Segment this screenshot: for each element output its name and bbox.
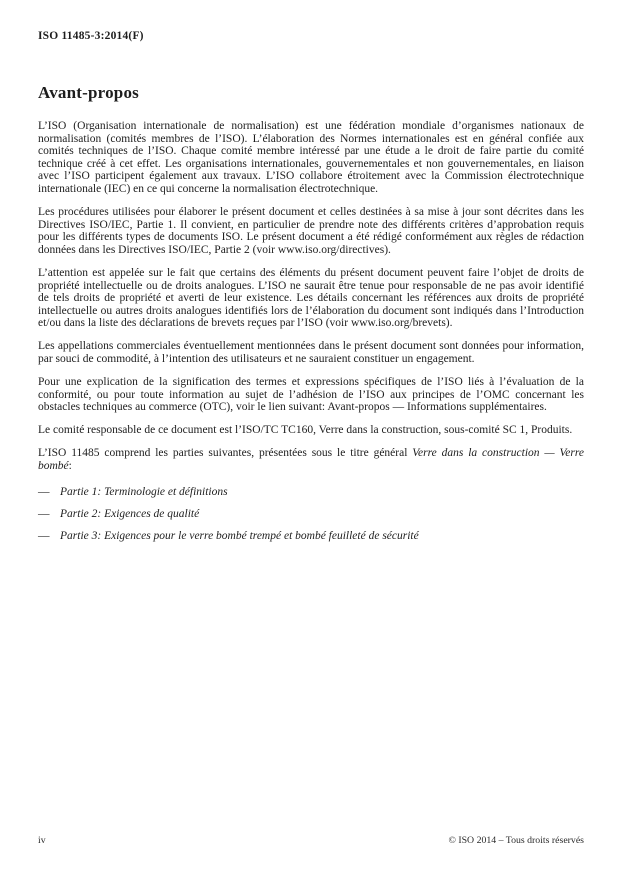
list-item bbox=[38, 530, 584, 543]
page-footer bbox=[38, 835, 584, 846]
list-item-text: Partie 3: Exigences pour le verre bombé trempé et bombé feuilleté de sécurité bbox=[60, 529, 419, 542]
paragraph-procedures: Les procédures utilisées pour élaborer le présent document et celles destinées à sa mise à jour sont décrites dans les Directives ISO/IEC, Partie 1. Il convient, en particulier de prendre note des différents critères d’approbation requis pour les différents types de documents ISO. Le présent document a été rédigé conformément aux règles de rédaction données dans les Directives ISO/IEC, Partie 2 (voir www.iso.org/directives). bbox=[38, 206, 584, 256]
list-item-text: Partie 2: Exigences de qualité bbox=[60, 507, 200, 520]
list-item-marker: — bbox=[38, 507, 50, 520]
list-item bbox=[38, 508, 584, 521]
list-item-marker: — bbox=[38, 529, 50, 542]
foreword-body bbox=[38, 120, 584, 542]
parts-list bbox=[38, 486, 584, 543]
paragraph-committee: Le comité responsable de ce document est l’ISO/TC TC160, Verre dans la construction, sous-comité SC 1, Produits. bbox=[38, 424, 573, 437]
series-title: Verre dans la construction — Verre bombé bbox=[38, 447, 584, 473]
page-title: Avant-propos bbox=[38, 83, 139, 102]
paragraph-series-intro bbox=[38, 447, 584, 472]
series-intro-tail: : bbox=[68, 460, 72, 473]
list-item-text: Partie 1: Terminologie et définitions bbox=[60, 485, 228, 498]
paragraph-patent-rights: L’attention est appelée sur le fait que certains des éléments du présent document peuvent faire l’objet de droits de propriété intellectuelle ou de droits analogues. L’ISO ne saurait être tenue pour responsable de ne pas avoir identifié de tels droits de propriété et averti de leur existence. Les détails concernant les références aux droits de propriété intellectuelle ou autres droits analogues identifiés lors de l’élaboration du document sont indiqués dans l’Introduction et/ou dans la liste des déclarations de brevets reçues par l’ISO (voir www.iso.org/brevets). bbox=[38, 266, 584, 330]
paragraph-wto-tbt: Pour une explication de la signification des termes et expressions spécifiques de l’ISO liés à l’évaluation de la conformité, ou pour toute information au sujet de l’adhésion de l’ISO aux principes de l’OMC concernant les obstacles techniques au commerce (OTC), voir le lien suivant: Avant-propos — Informations supplémentaires. bbox=[38, 376, 584, 414]
paragraph-trade-names: Les appellations commerciales éventuellement mentionnées dans le présent document sont données pour information, par souci de commodité, à l’intention des utilisateurs et ne sauraient constituer un engagement. bbox=[38, 340, 584, 365]
page-number: iv bbox=[38, 835, 46, 846]
series-intro-lead: L’ISO 11485 comprend les parties suivantes, présentées sous le titre général bbox=[38, 447, 413, 460]
list-item-marker: — bbox=[38, 485, 50, 498]
doc-reference: ISO 11485-3:2014(F) bbox=[38, 30, 144, 42]
copyright-notice: © ISO 2014 – Tous droits réservés bbox=[448, 835, 584, 846]
paragraph-iso-description: L’ISO (Organisation internationale de normalisation) est une fédération mondiale d’organismes nationaux de normalisation (comités membres de l’ISO). L’élaboration des Normes internationales est en général confiée aux comités techniques de l’ISO. Chaque comité membre intéressé par une étude a le droit de faire partie du comité technique créé à cet effet. Les organisations internationales, gouvernementales et non gouvernementales, en liaison avec l’ISO participent également aux travaux. L’ISO collabore étroitement avec la Commission électrotechnique internationale (IEC) en ce qui concerne la normalisation électrotechnique. bbox=[38, 120, 584, 195]
list-item bbox=[38, 486, 584, 499]
